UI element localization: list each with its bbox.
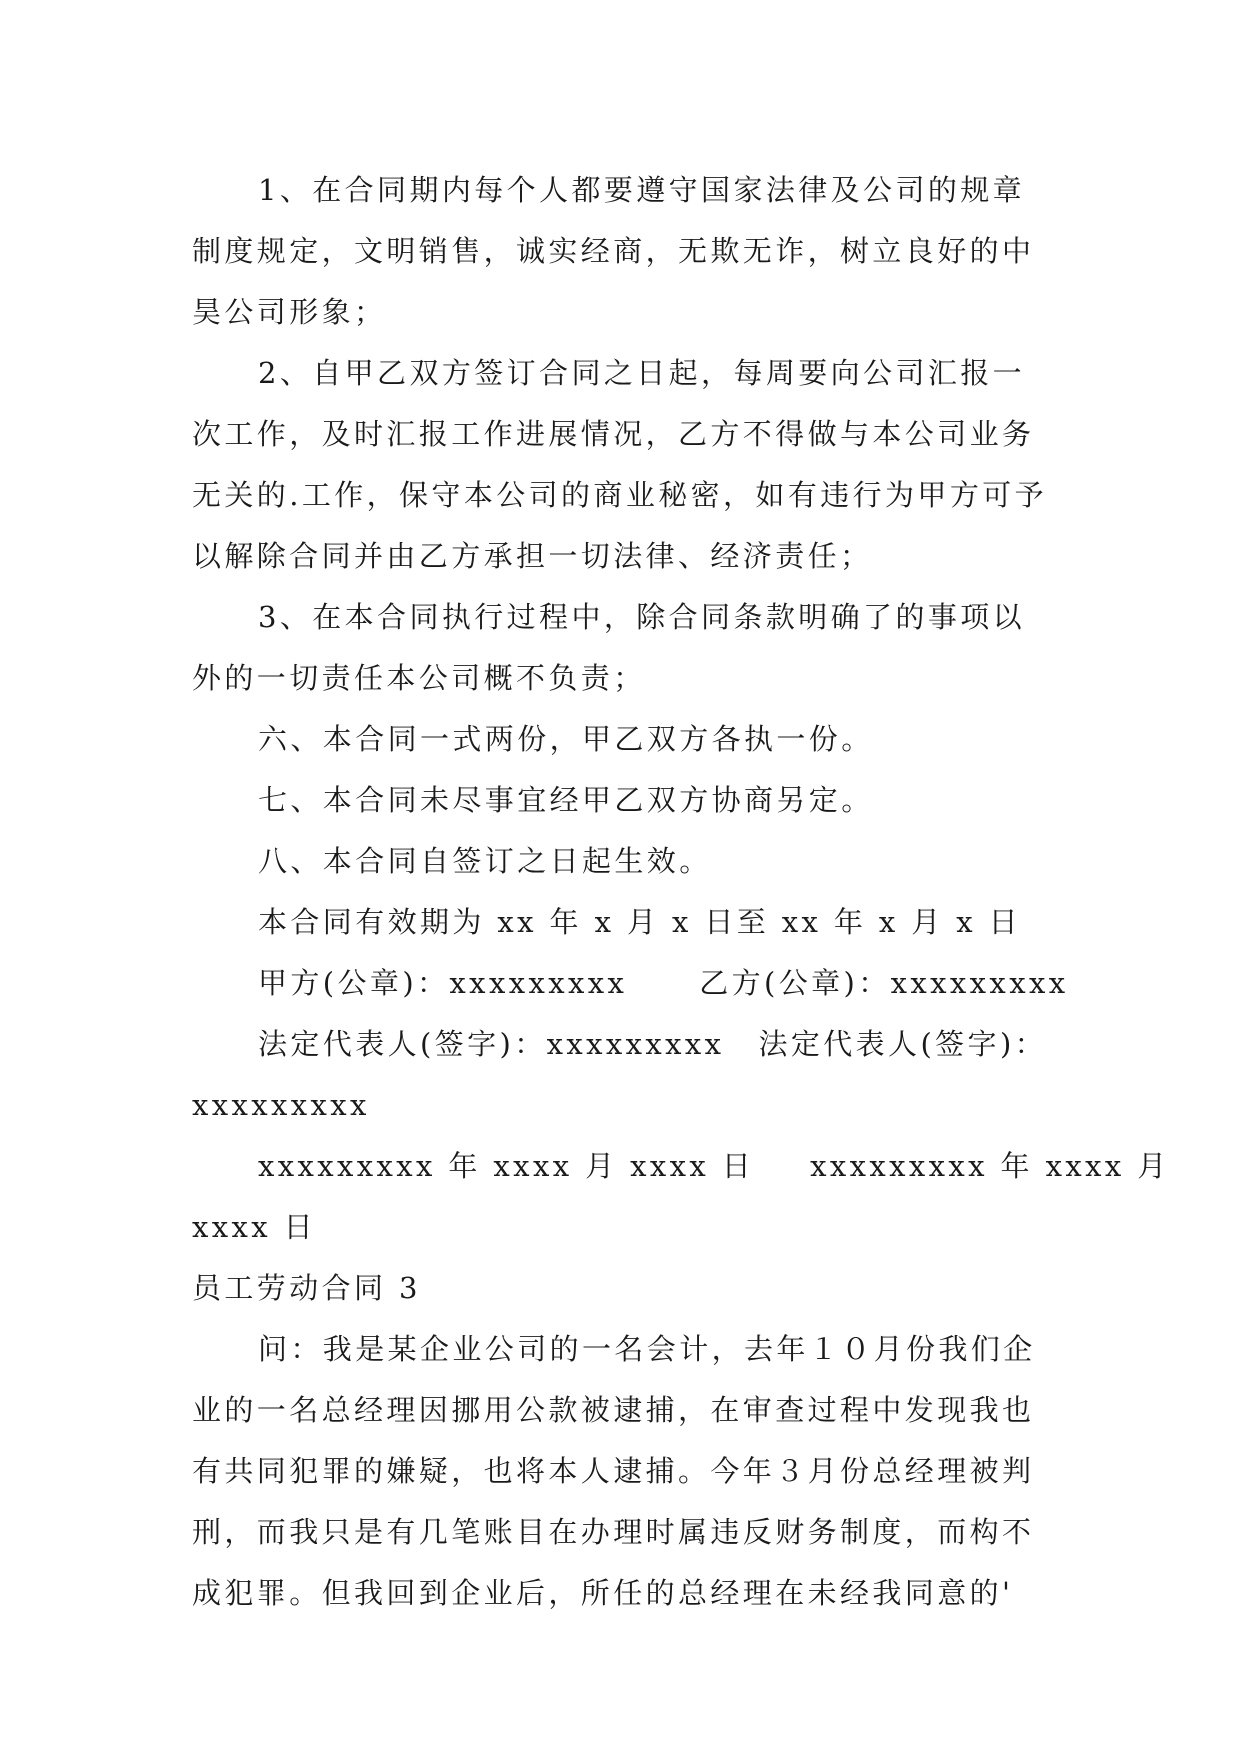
party-b-seal: 乙方(公章)：xxxxxxxxx [699, 966, 1069, 1000]
representative-a: 法定代表人(签字)：xxxxxxxxx [258, 1027, 725, 1061]
clause-2: 2、自甲乙双方签订合同之日起，每周要向公司汇报一次工作，及时汇报工作进展情况，乙方不得做与本公司业务无关的.工作，保守本公司的商业秘密，如有违行为甲方可予以解除合同并由乙方承担一切法律、经济责任； [192, 356, 1048, 573]
party-a-seal: 甲方(公章)：xxxxxxxxx [258, 966, 628, 1000]
date-b-continued: xxxx 日 [192, 1210, 317, 1244]
date-b: xxxxxxxxx 年 xxxx 月 [810, 1149, 1170, 1183]
representative-b: 法定代表人(签字)： [758, 1027, 1048, 1061]
date-line [192, 1136, 1170, 1197]
clause-3: 3、在本合同执行过程中，除合同条款明确了的事项以外的一切责任本公司概不负责； [192, 600, 1026, 695]
section-heading: 员工劳动合同 3 [192, 1271, 421, 1305]
article-8: 八、本合同自签订之日起生效。 [258, 844, 712, 878]
clause-1: 1、在合同期内每个人都要遵守国家法律及公司的规章制度规定，文明销售，诚实经商，无欺无诈，树立良好的中昊公司形象； [192, 173, 1035, 329]
validity-period: 本合同有效期为 xx 年 x 月 x 日至 xx 年 x 月 x 日 [258, 905, 1022, 939]
document-body [192, 160, 1170, 1624]
seal-line [192, 953, 1069, 1014]
article-6: 六、本合同一式两份，甲乙双方各执一份。 [258, 722, 874, 756]
representative-line [192, 1014, 1052, 1075]
article-7: 七、本合同未尽事宜经甲乙双方协商另定。 [258, 783, 874, 817]
question-paragraph: 问：我是某企业公司的一名会计，去年１０月份我们企业的一名总经理因挪用公款被逮捕，在审查过程中发现我也有共同犯罪的嫌疑，也将本人逮捕。今年３月份总经理被判刑，而我只是有几笔账目在办理时属违反财务制度，而构不成犯罪。但我回到企业后，所任的总经理在未经我同意的' [192, 1332, 1036, 1610]
representative-b-value: xxxxxxxxx [192, 1088, 370, 1122]
date-a: xxxxxxxxx 年 xxxx 月 xxxx 日 [258, 1149, 755, 1183]
